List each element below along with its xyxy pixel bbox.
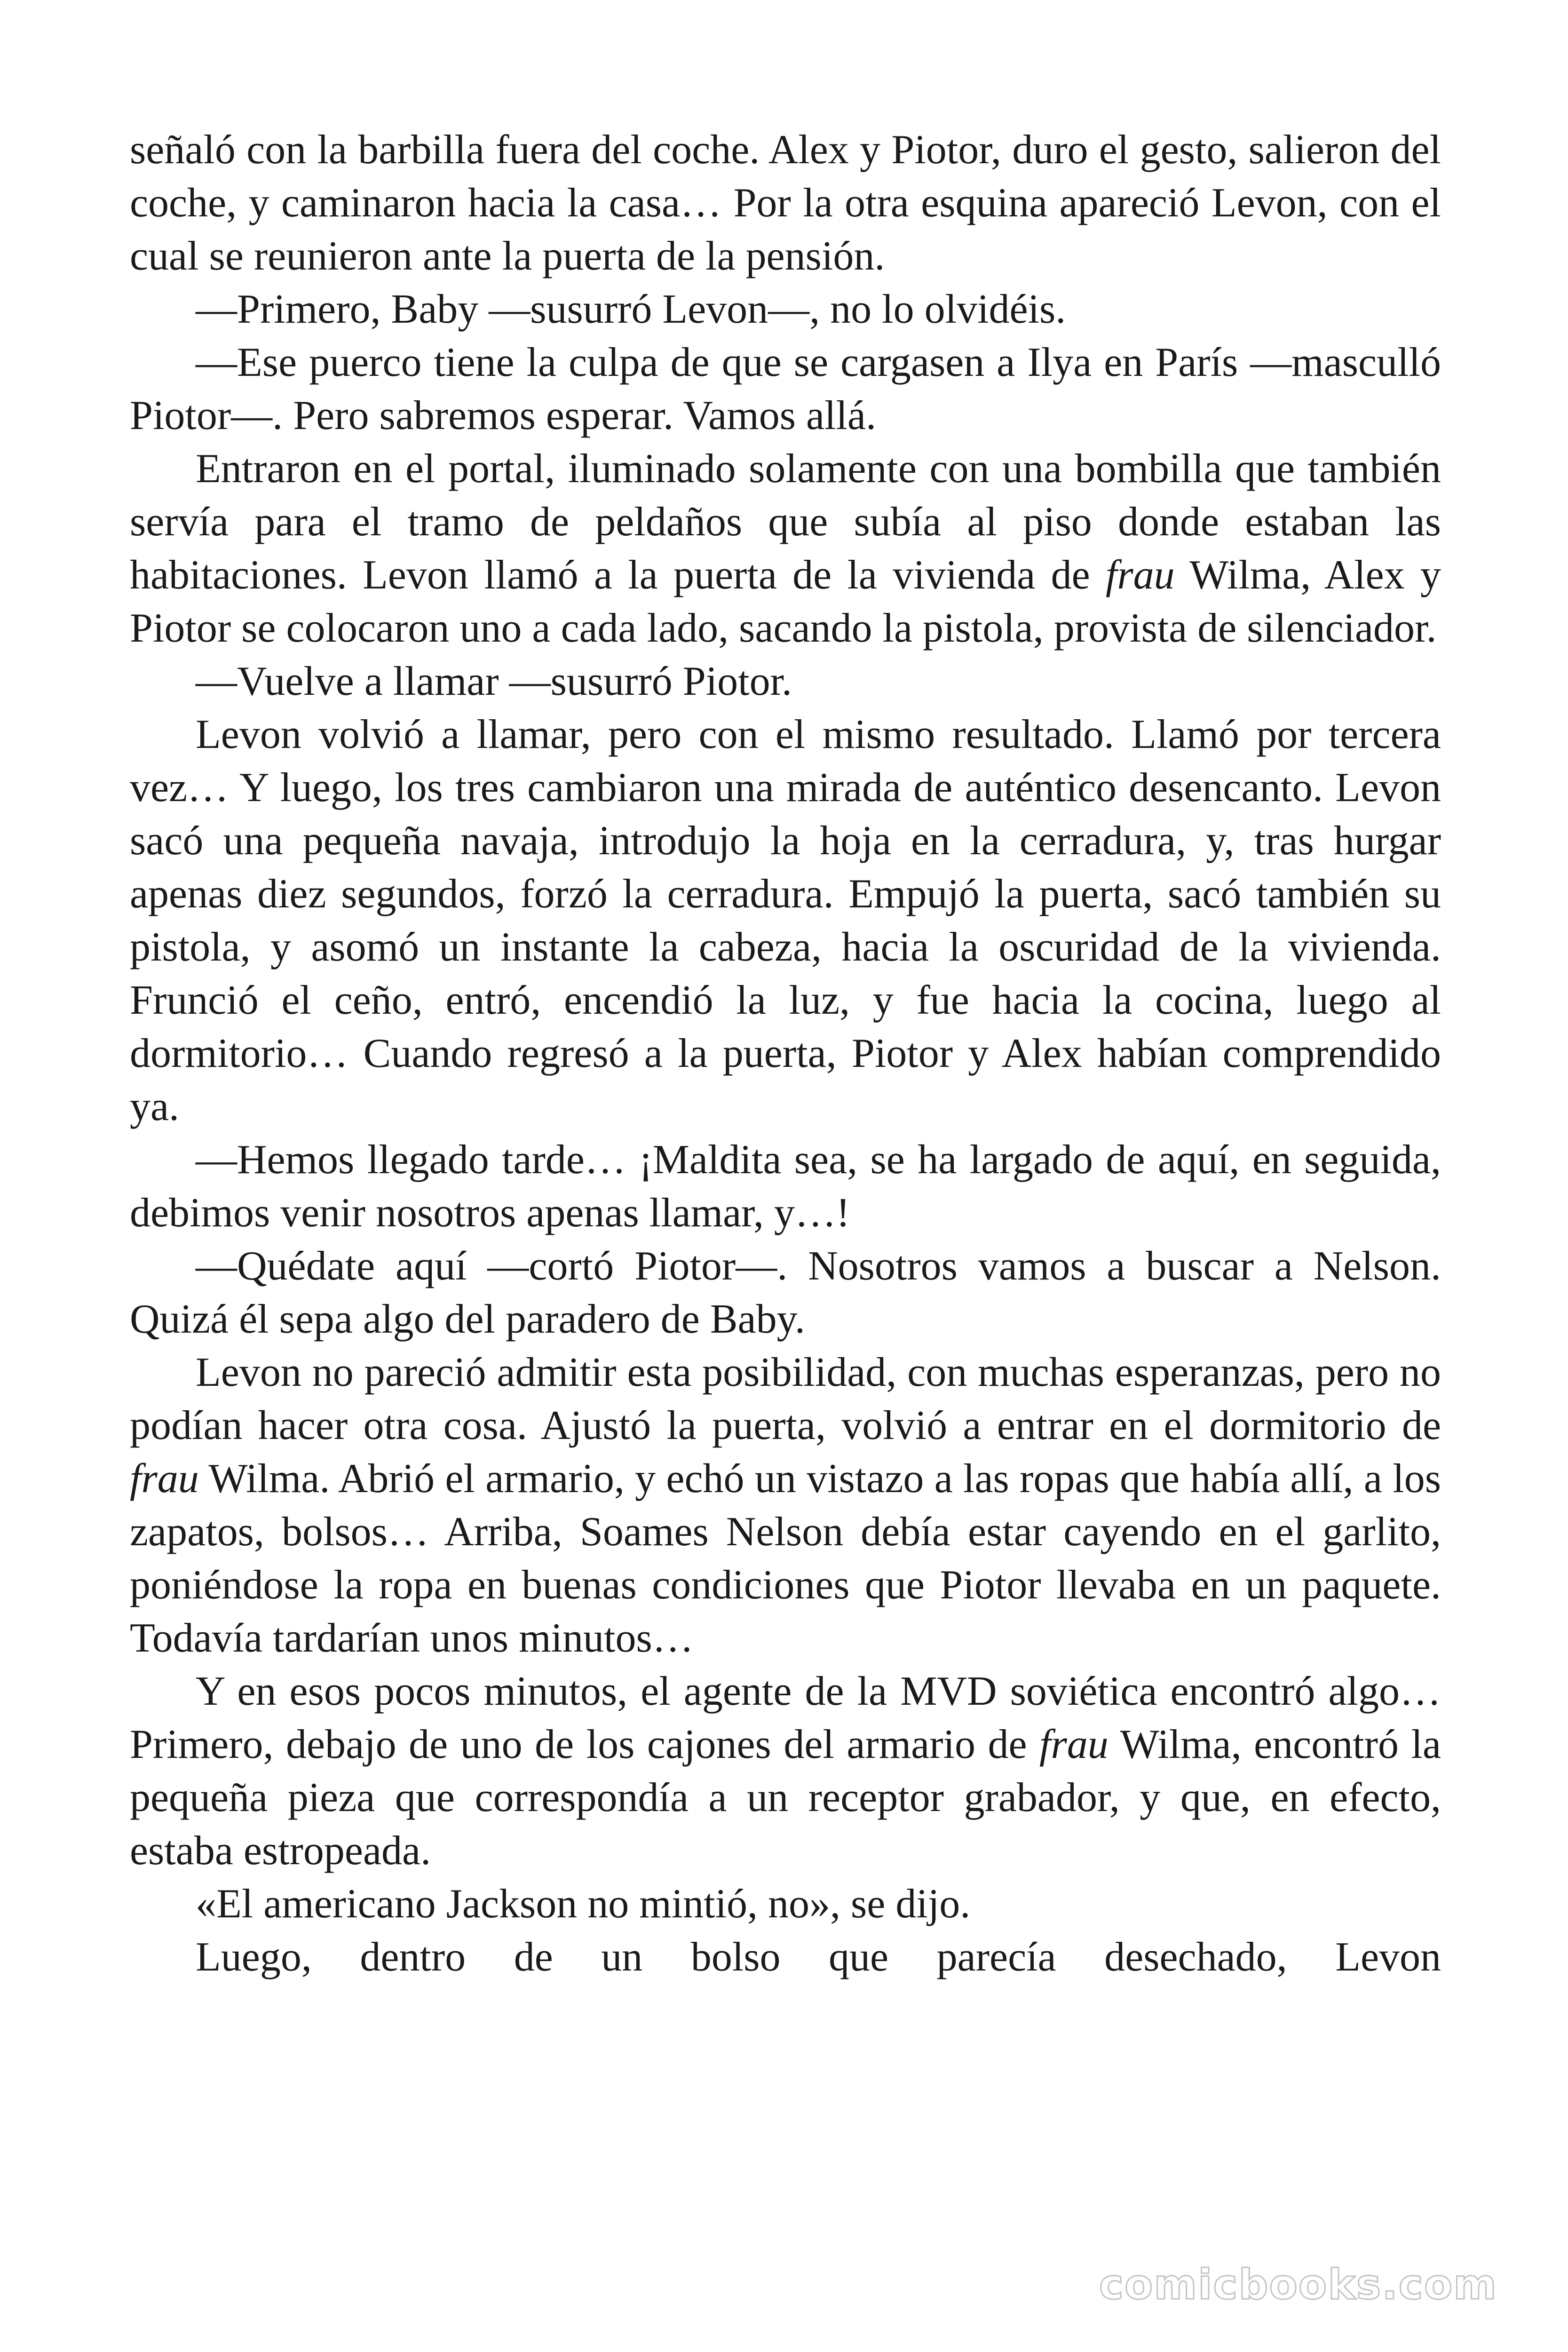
paragraph	[130, 336, 1441, 442]
body-text	[130, 123, 1441, 1984]
watermark: comicbooks.com	[1099, 2260, 1497, 2309]
text-run: Luego, dentro de un bolso que parecía desechado, Levon	[196, 1934, 1441, 1980]
paragraph	[130, 442, 1441, 655]
paragraph	[130, 1240, 1441, 1346]
text-run: Wilma, Alex y Piotor se colocaron uno a cada lado, sacando la pistola, provista de silenciador.	[130, 552, 1441, 651]
text-run: —Vuelve a llamar —susurró Piotor.	[196, 659, 792, 704]
text-run: —Primero, Baby —susurró Levon—, no lo olvidéis.	[196, 286, 1066, 332]
text-run: «El americano Jackson no mintió, no», se dijo.	[196, 1881, 971, 1927]
text-run: Y en esos pocos minutos, el agente de la MVD soviética encontró algo… Primero, debajo de uno de los cajones del armario de	[130, 1669, 1441, 1767]
paragraph	[130, 655, 1441, 708]
paragraph	[130, 1133, 1441, 1240]
paragraph	[130, 1346, 1441, 1665]
paragraph	[130, 1931, 1441, 1984]
text-run: señaló con la barbilla fuera del coche. Alex y Piotor, duro el gesto, salieron del coche, y caminaron hacia la casa… Por la otra esquina apareció Levon, con el cual se reunieron ante la puerta de la pensión.	[130, 127, 1441, 279]
paragraph	[130, 1665, 1441, 1877]
text-run: Entraron en el portal, iluminado solamente con una bombilla que también servía para el tramo de peldaños que subía al piso donde estaban las habitaciones. Levon llamó a la puerta de la vivienda de	[130, 446, 1441, 598]
text-run: Levon volvió a llamar, pero con el mismo resultado. Llamó por tercera vez… Y luego, los tres cambiaron una mirada de auténtico desencanto. Levon sacó una pequeña navaja, introdujo la hoja en la cerradura, y, tras hurgar apenas diez segundos, forzó la cerradura. Empujó la puerta, sacó también su pistola, y asomó un instante la cabeza, hacia la oscuridad de la vivienda. Frunció el ceño, entró, encendió la luz, y fue hacia la cocina, luego al dormitorio… Cuando regresó a la puerta, Piotor y Alex habían comprendido ya.	[130, 712, 1441, 1129]
italic-run: frau	[1039, 1722, 1109, 1767]
italic-run: frau	[130, 1456, 199, 1502]
text-run: —Quédate aquí —cortó Piotor—. Nosotros vamos a buscar a Nelson. Quizá él sepa algo del paradero de Baby.	[130, 1243, 1441, 1342]
text-run: Wilma, encontró la pequeña pieza que correspondía a un receptor grabador, y que, en efecto, estaba estropeada.	[130, 1722, 1441, 1874]
paragraph	[130, 1877, 1441, 1931]
text-run: Wilma. Abrió el armario, y echó un vistazo a las ropas que había allí, a los zapatos, bolsos… Arriba, Soames Nelson debía estar cayendo en el garlito, poniéndose la ropa en buenas condiciones que Piotor llevaba en un paquete. Todavía tardarían unos minutos…	[130, 1456, 1441, 1661]
italic-run: frau	[1105, 552, 1175, 598]
text-run: —Ese puerco tiene la culpa de que se cargasen a Ilya en París —masculló Piotor—. Pero sabremos esperar. Vamos allá.	[130, 340, 1441, 438]
paragraph	[130, 708, 1441, 1133]
paragraph	[130, 123, 1441, 283]
text-run: —Hemos llegado tarde… ¡Maldita sea, se ha largado de aquí, en seguida, debimos venir nosotros apenas llamar, y…!	[130, 1137, 1441, 1236]
text-run: Levon no pareció admitir esta posibilidad, con muchas esperanzas, pero no podían hacer otra cosa. Ajustó la puerta, volvió a entrar en el dormitorio de	[130, 1350, 1441, 1448]
paragraph	[130, 283, 1441, 336]
